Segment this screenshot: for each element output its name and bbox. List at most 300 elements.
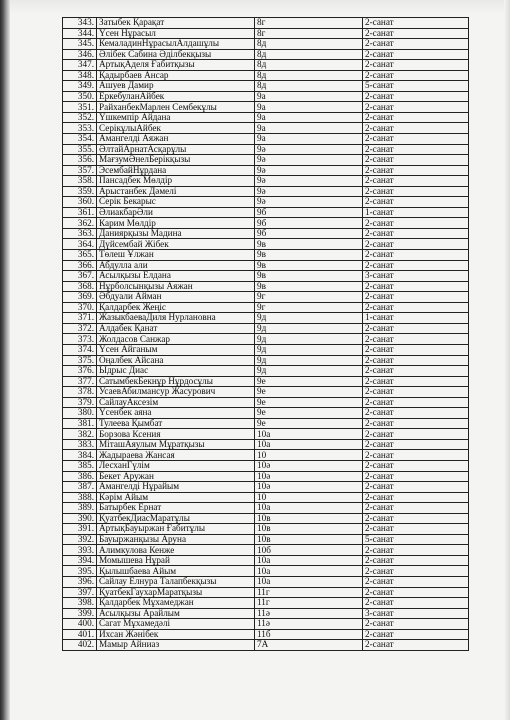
category: 2-санат xyxy=(363,39,469,50)
student-name: Кәрім Айым xyxy=(97,492,255,503)
student-name: Жадыраева Жансая xyxy=(97,450,255,461)
student-name: Ыдрыс Диас xyxy=(97,366,255,377)
row-number: 388. xyxy=(63,492,97,503)
student-name: Сагат Мұхамедәлі xyxy=(97,619,255,630)
table-row xyxy=(63,576,469,587)
table-row xyxy=(63,218,469,229)
table-row xyxy=(63,418,469,429)
category: 2-санат xyxy=(363,429,469,440)
table-row xyxy=(63,239,469,250)
row-number: 361. xyxy=(63,207,97,218)
student-table xyxy=(62,17,469,651)
category: 2-санат xyxy=(363,302,469,313)
category: 1-санат xyxy=(363,313,469,324)
table-row xyxy=(63,471,469,482)
class-name: 9д xyxy=(255,344,363,355)
row-number: 375. xyxy=(63,355,97,366)
row-number: 394. xyxy=(63,555,97,566)
category: 2-санат xyxy=(363,18,469,29)
category: 2-санат xyxy=(363,482,469,493)
table-row xyxy=(63,112,469,123)
category: 2-санат xyxy=(363,186,469,197)
table-row xyxy=(63,545,469,556)
class-name: 9в xyxy=(255,281,363,292)
table-row xyxy=(63,186,469,197)
category: 2-санат xyxy=(363,112,469,123)
student-name: ЭсембайНұрдана xyxy=(97,165,255,176)
row-number: 378. xyxy=(63,387,97,398)
student-name: Батырбек Ернат xyxy=(97,503,255,514)
student-name: СерікұлыАйбек xyxy=(97,123,255,134)
table-row xyxy=(63,28,469,39)
category: 2-санат xyxy=(363,619,469,630)
class-name: 9е xyxy=(255,418,363,429)
class-name: 10а xyxy=(255,576,363,587)
category: 2-санат xyxy=(363,218,469,229)
row-number: 374. xyxy=(63,344,97,355)
category: 2-санат xyxy=(363,102,469,113)
row-number: 391. xyxy=(63,524,97,535)
table-row xyxy=(63,376,469,387)
student-name: Үшкемпір Айдана xyxy=(97,112,255,123)
category: 2-санат xyxy=(363,471,469,482)
table-row xyxy=(63,250,469,261)
row-number: 368. xyxy=(63,281,97,292)
category: 2-санат xyxy=(363,408,469,419)
table-row xyxy=(63,555,469,566)
category: 2-санат xyxy=(363,555,469,566)
row-number: 363. xyxy=(63,228,97,239)
category: 2-санат xyxy=(363,439,469,450)
class-name: 9в xyxy=(255,250,363,261)
class-name: 10ә xyxy=(255,482,363,493)
class-name: 9а xyxy=(255,134,363,145)
class-name: 9в xyxy=(255,271,363,282)
category: 2-санат xyxy=(363,397,469,408)
table-row xyxy=(63,566,469,577)
student-name: ӘлиакбарӘли xyxy=(97,207,255,218)
student-name: Борзова Ксения xyxy=(97,429,255,440)
class-name: 8д xyxy=(255,49,363,60)
row-number: 352. xyxy=(63,112,97,123)
class-name: 8д xyxy=(255,39,363,50)
table-row xyxy=(63,102,469,113)
table-row xyxy=(63,49,469,60)
class-name: 7А xyxy=(255,640,363,651)
student-name: Арыстанбек Дәмелі xyxy=(97,186,255,197)
row-number: 387. xyxy=(63,482,97,493)
table-row xyxy=(63,387,469,398)
class-name: 11б xyxy=(255,629,363,640)
row-number: 359. xyxy=(63,186,97,197)
table-row xyxy=(63,176,469,187)
student-name: РайханбекМарлен Сембекұлы xyxy=(97,102,255,113)
student-name: Қалдарбек Мұхамеджан xyxy=(97,598,255,609)
category: 2-санат xyxy=(363,60,469,71)
row-number: 370. xyxy=(63,302,97,313)
class-name: 9д xyxy=(255,355,363,366)
student-name: Карим Мөлдір xyxy=(97,218,255,229)
category: 2-санат xyxy=(363,91,469,102)
table-row xyxy=(63,513,469,524)
class-name: 9а xyxy=(255,91,363,102)
table-row xyxy=(63,144,469,155)
class-name: 8д xyxy=(255,81,363,92)
table-row xyxy=(63,60,469,71)
student-name: УсаевАбилмансур Жасурович xyxy=(97,387,255,398)
class-name: 9г xyxy=(255,302,363,313)
category: 2-санат xyxy=(363,587,469,598)
row-number: 401. xyxy=(63,629,97,640)
row-number: 392. xyxy=(63,534,97,545)
table-row xyxy=(63,334,469,345)
student-name: Үсенбек аяна xyxy=(97,408,255,419)
table-row xyxy=(63,355,469,366)
row-number: 396. xyxy=(63,576,97,587)
class-name: 9ә xyxy=(255,144,363,155)
scan-left-edge xyxy=(0,0,10,720)
class-name: 10 xyxy=(255,492,363,503)
table-row xyxy=(63,366,469,377)
student-name: Үсен Нұрасыл xyxy=(97,28,255,39)
category: 2-санат xyxy=(363,334,469,345)
student-name: Даниярқызы Мадина xyxy=(97,228,255,239)
table-row xyxy=(63,640,469,651)
category: 2-санат xyxy=(363,197,469,208)
class-name: 9ә xyxy=(255,176,363,187)
row-number: 393. xyxy=(63,545,97,556)
row-number: 357. xyxy=(63,165,97,176)
class-name: 10а xyxy=(255,566,363,577)
class-name: 10а xyxy=(255,555,363,566)
category: 3-санат xyxy=(363,608,469,619)
student-name: СайлауАксезім xyxy=(97,397,255,408)
row-number: 353. xyxy=(63,123,97,134)
row-number: 355. xyxy=(63,144,97,155)
category: 2-санат xyxy=(363,155,469,166)
student-name: ЖазыкбаеваДиля Нурлановна xyxy=(97,313,255,324)
row-number: 367. xyxy=(63,271,97,282)
class-name: 8д xyxy=(255,60,363,71)
class-name: 9а xyxy=(255,102,363,113)
table-row xyxy=(63,608,469,619)
category: 2-санат xyxy=(363,281,469,292)
table-row xyxy=(63,292,469,303)
class-name: 10а xyxy=(255,439,363,450)
category: 3-санат xyxy=(363,271,469,282)
student-name: Амангелді Нұрайым xyxy=(97,482,255,493)
row-number: 400. xyxy=(63,619,97,630)
table-row xyxy=(63,260,469,271)
category: 2-санат xyxy=(363,250,469,261)
category: 2-санат xyxy=(363,239,469,250)
table-row xyxy=(63,155,469,166)
student-name: АртықБауыржан Ғабитұлы xyxy=(97,524,255,535)
category: 2-санат xyxy=(363,460,469,471)
student-name: Нұрболсынқызы Аяжан xyxy=(97,281,255,292)
category: 2-санат xyxy=(363,323,469,334)
table-row xyxy=(63,228,469,239)
student-name: Бауыржанқызы Аруна xyxy=(97,534,255,545)
category: 2-санат xyxy=(363,134,469,145)
category: 2-санат xyxy=(363,165,469,176)
class-name: 9в xyxy=(255,239,363,250)
class-name: 9г xyxy=(255,292,363,303)
student-name: Асылқызы Елдана xyxy=(97,271,255,282)
class-name: 9е xyxy=(255,387,363,398)
student-name: ЛесханГүлім xyxy=(97,460,255,471)
table-row xyxy=(63,313,469,324)
category: 2-санат xyxy=(363,629,469,640)
row-number: 356. xyxy=(63,155,97,166)
table-row xyxy=(63,281,469,292)
student-name: Алдабек Қанат xyxy=(97,323,255,334)
row-number: 386. xyxy=(63,471,97,482)
row-number: 373. xyxy=(63,334,97,345)
student-name: ҚуатбекГаухарМаратқызы xyxy=(97,587,255,598)
scan-right-edge xyxy=(504,0,510,720)
category: 2-санат xyxy=(363,344,469,355)
row-number: 366. xyxy=(63,260,97,271)
category: 2-санат xyxy=(363,598,469,609)
category: 2-санат xyxy=(363,492,469,503)
row-number: 358. xyxy=(63,176,97,187)
table-row xyxy=(63,450,469,461)
table-row xyxy=(63,619,469,630)
row-number: 382. xyxy=(63,429,97,440)
category: 2-санат xyxy=(363,640,469,651)
student-name: Алимкулова Кенже xyxy=(97,545,255,556)
student-name: Қадырбаев Ансар xyxy=(97,70,255,81)
category: 1-санат xyxy=(363,207,469,218)
row-number: 377. xyxy=(63,376,97,387)
category: 2-санат xyxy=(363,366,469,377)
class-name: 8г xyxy=(255,18,363,29)
table-row xyxy=(63,587,469,598)
student-name: КемаладинНұрасылАлдашұлы xyxy=(97,39,255,50)
table-row xyxy=(63,429,469,440)
student-name: Момышева Нұрай xyxy=(97,555,255,566)
category: 2-санат xyxy=(363,260,469,271)
table-row xyxy=(63,134,469,145)
row-number: 344. xyxy=(63,28,97,39)
class-name: 9а xyxy=(255,112,363,123)
row-number: 343. xyxy=(63,18,97,29)
row-number: 346. xyxy=(63,49,97,60)
student-name: Тулеева Қымбат xyxy=(97,418,255,429)
table-row xyxy=(63,460,469,471)
student-name: АртықАделя Ғабитқызы xyxy=(97,60,255,71)
row-number: 380. xyxy=(63,408,97,419)
class-name: 10в xyxy=(255,513,363,524)
class-name: 10а xyxy=(255,503,363,514)
table-row xyxy=(63,207,469,218)
row-number: 390. xyxy=(63,513,97,524)
category: 2-санат xyxy=(363,70,469,81)
category: 2-санат xyxy=(363,545,469,556)
table-row xyxy=(63,323,469,334)
class-name: 9д xyxy=(255,366,363,377)
row-number: 384. xyxy=(63,450,97,461)
student-name: СатымбекБекнұр Нұрдосұлы xyxy=(97,376,255,387)
table-row xyxy=(63,302,469,313)
row-number: 383. xyxy=(63,439,97,450)
class-name: 9ә xyxy=(255,197,363,208)
row-number: 389. xyxy=(63,503,97,514)
table-row xyxy=(63,39,469,50)
class-name: 9в xyxy=(255,260,363,271)
class-name: 11г xyxy=(255,598,363,609)
category: 2-санат xyxy=(363,513,469,524)
row-number: 347. xyxy=(63,60,97,71)
row-number: 371. xyxy=(63,313,97,324)
category: 2-санат xyxy=(363,123,469,134)
class-name: 10в xyxy=(255,524,363,535)
row-number: 350. xyxy=(63,91,97,102)
student-name: Дүйсембай Жібек xyxy=(97,239,255,250)
class-name: 9ә xyxy=(255,186,363,197)
category: 2-санат xyxy=(363,576,469,587)
class-name: 9б xyxy=(255,228,363,239)
category: 2-санат xyxy=(363,144,469,155)
class-name: 9е xyxy=(255,408,363,419)
class-name: 8д xyxy=(255,70,363,81)
student-name: Төлеш Ұлжан xyxy=(97,250,255,261)
class-name: 8г xyxy=(255,28,363,39)
class-name: 9б xyxy=(255,207,363,218)
table-row xyxy=(63,81,469,92)
table-row xyxy=(63,18,469,29)
class-name: 9б xyxy=(255,218,363,229)
table-row xyxy=(63,91,469,102)
student-name: Асылқызы Арайлым xyxy=(97,608,255,619)
class-name: 9д xyxy=(255,323,363,334)
class-name: 9а xyxy=(255,123,363,134)
row-number: 395. xyxy=(63,566,97,577)
row-number: 365. xyxy=(63,250,97,261)
category: 5-санат xyxy=(363,81,469,92)
row-number: 381. xyxy=(63,418,97,429)
class-name: 9ә xyxy=(255,155,363,166)
category: 2-санат xyxy=(363,28,469,39)
student-name: Әбдуали Айман xyxy=(97,292,255,303)
category: 2-санат xyxy=(363,418,469,429)
category: 2-санат xyxy=(363,176,469,187)
category: 2-санат xyxy=(363,524,469,535)
category: 2-санат xyxy=(363,387,469,398)
student-name: Абдулла али xyxy=(97,260,255,271)
row-number: 398. xyxy=(63,598,97,609)
table-row xyxy=(63,271,469,282)
student-name: Сайлау Елнура Талапбекқызы xyxy=(97,576,255,587)
student-name: МағзумӘнелБерікқызы xyxy=(97,155,255,166)
class-name: 11ә xyxy=(255,619,363,630)
student-name: Ихсан Жәнібек xyxy=(97,629,255,640)
student-name: МіташАяулым Мұратқызы xyxy=(97,439,255,450)
table-row xyxy=(63,70,469,81)
student-table-body xyxy=(63,18,469,651)
row-number: 364. xyxy=(63,239,97,250)
row-number: 397. xyxy=(63,587,97,598)
class-name: 10б xyxy=(255,545,363,556)
category: 2-санат xyxy=(363,376,469,387)
category: 2-санат xyxy=(363,503,469,514)
category: 2-санат xyxy=(363,355,469,366)
class-name: 9е xyxy=(255,376,363,387)
row-number: 399. xyxy=(63,608,97,619)
student-name: Затыбек Қарақат xyxy=(97,18,255,29)
row-number: 379. xyxy=(63,397,97,408)
row-number: 402. xyxy=(63,640,97,651)
class-name: 10ә xyxy=(255,471,363,482)
table-row xyxy=(63,492,469,503)
category: 2-санат xyxy=(363,49,469,60)
class-name: 9ә xyxy=(255,165,363,176)
table-row xyxy=(63,629,469,640)
class-name: 10в xyxy=(255,534,363,545)
class-name: 10ә xyxy=(255,460,363,471)
student-name: Мамыр Айниаз xyxy=(97,640,255,651)
student-name: Қылышбаева Айым xyxy=(97,566,255,577)
class-name: 11г xyxy=(255,587,363,598)
table-row xyxy=(63,439,469,450)
student-name: Қалдарбек Жеңіс xyxy=(97,302,255,313)
row-number: 372. xyxy=(63,323,97,334)
table-row xyxy=(63,197,469,208)
student-name: ҚуатбекДиасМаратұлы xyxy=(97,513,255,524)
category: 2-санат xyxy=(363,450,469,461)
row-number: 345. xyxy=(63,39,97,50)
student-name: ӘлтайАрнатАсқарұлы xyxy=(97,144,255,155)
row-number: 369. xyxy=(63,292,97,303)
student-name: Амангелді Аяжан xyxy=(97,134,255,145)
student-name: ЕркебуланАйбек xyxy=(97,91,255,102)
table-row xyxy=(63,123,469,134)
row-number: 385. xyxy=(63,460,97,471)
category: 2-санат xyxy=(363,228,469,239)
category: 2-санат xyxy=(363,292,469,303)
table-row xyxy=(63,344,469,355)
student-name: Пансадбек Мөлдір xyxy=(97,176,255,187)
scan-top-shadow xyxy=(0,0,510,14)
student-name: Серік Бекарыс xyxy=(97,197,255,208)
student-name: Жолдасов Санжар xyxy=(97,334,255,345)
student-name: Бекет Аружан xyxy=(97,471,255,482)
table-row xyxy=(63,397,469,408)
table-row xyxy=(63,165,469,176)
class-name: 9д xyxy=(255,313,363,324)
student-name: Оңалбек Айсана xyxy=(97,355,255,366)
student-name: Әлібек Сабина Әділбекқызы xyxy=(97,49,255,60)
table-row xyxy=(63,524,469,535)
class-name: 9д xyxy=(255,334,363,345)
student-name: Үсен Айганым xyxy=(97,344,255,355)
table-row xyxy=(63,408,469,419)
category: 2-санат xyxy=(363,566,469,577)
class-name: 9е xyxy=(255,397,363,408)
table-row xyxy=(63,534,469,545)
table-row xyxy=(63,598,469,609)
class-name: 10 xyxy=(255,450,363,461)
table-row xyxy=(63,482,469,493)
class-name: 10а xyxy=(255,429,363,440)
table-row xyxy=(63,503,469,514)
student-name: Ашуев Дамир xyxy=(97,81,255,92)
row-number: 349. xyxy=(63,81,97,92)
row-number: 354. xyxy=(63,134,97,145)
category: 5-санат xyxy=(363,534,469,545)
class-name: 11ә xyxy=(255,608,363,619)
